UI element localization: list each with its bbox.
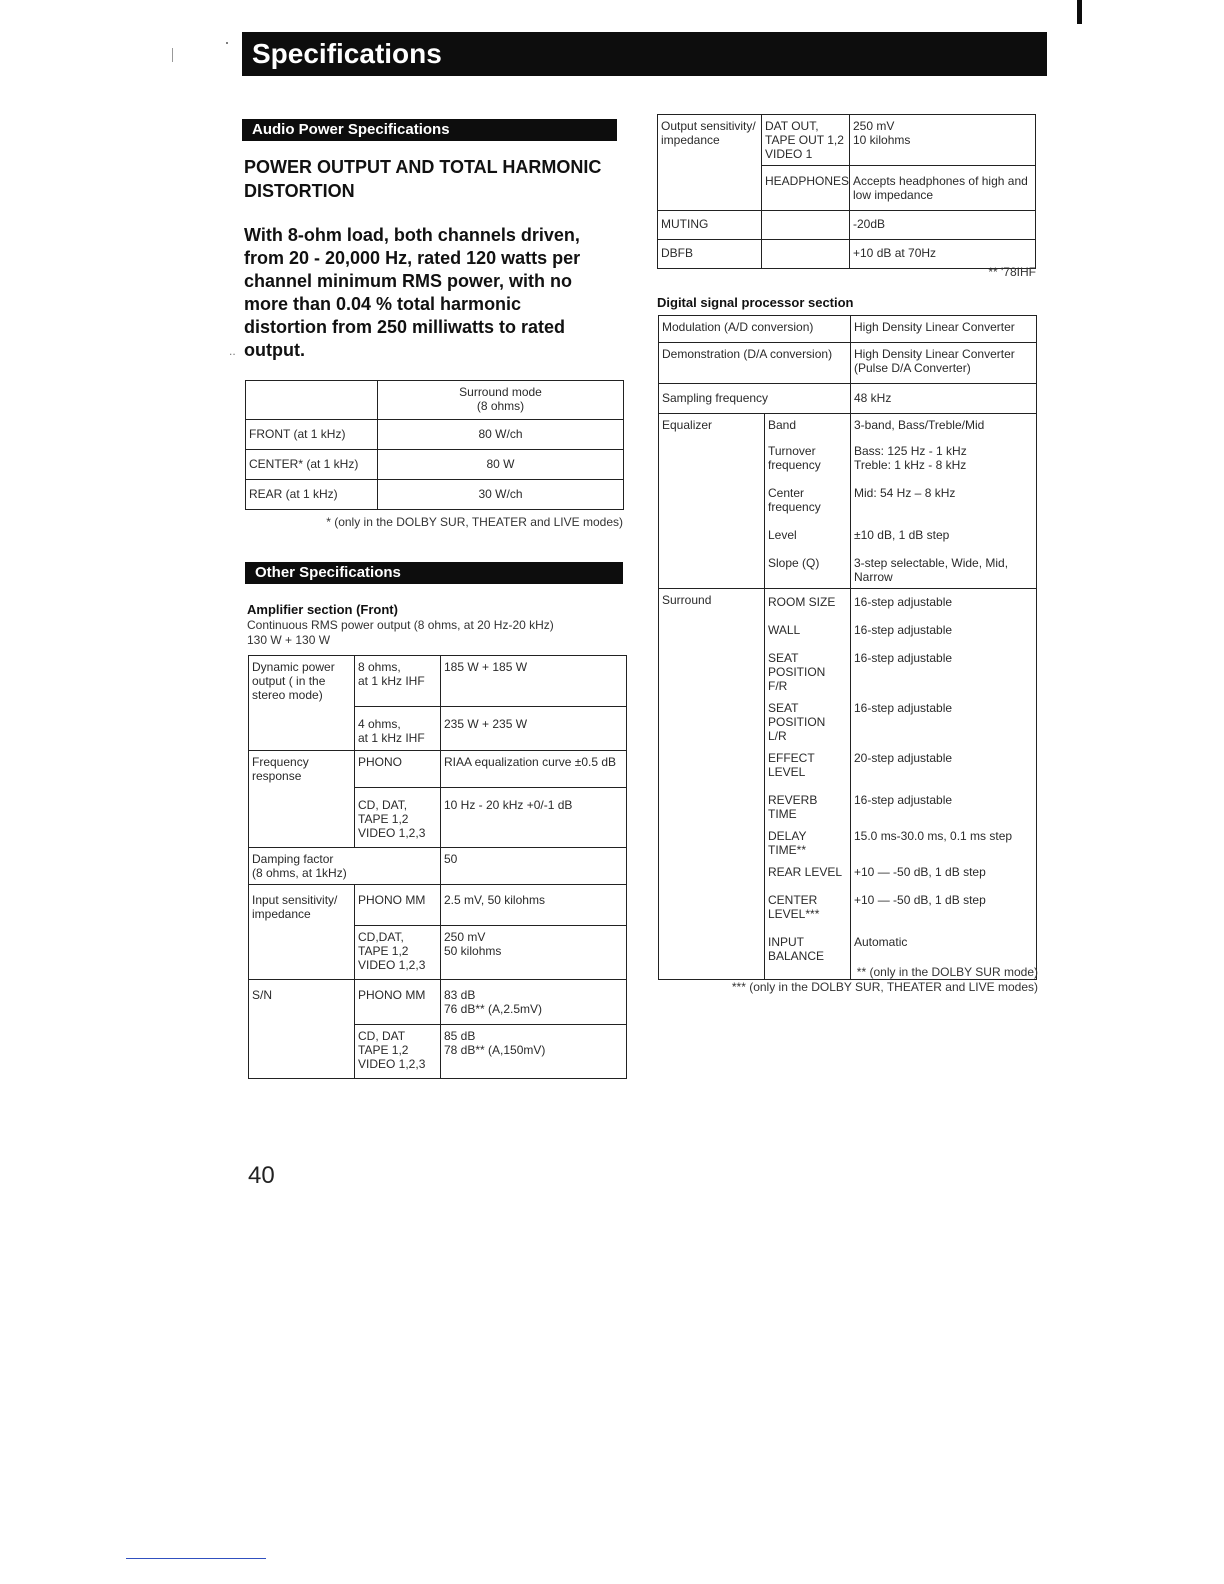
sn-phono-cond: PHONO MM [355,980,441,1025]
surround-value: 16-step adjustable [851,619,1037,647]
amplifier-section-title: Amplifier section (Front) [247,602,398,617]
surround-power-table [245,380,624,510]
dbfb-value: +10 dB at 70Hz [850,239,1036,268]
surround-param: ROOM SIZE [765,589,851,620]
empty-cell [249,787,355,848]
surround-param: SEAT POSITION L/R [765,697,851,747]
surround-param: REVERB TIME [765,789,851,825]
table-row [246,450,624,480]
surround-param: DELAY TIME** [765,825,851,861]
headphones-cond: HEADPHONES [762,166,850,211]
amplifier-table [248,655,627,1079]
frequency-response-label: Frequency response [249,751,355,788]
table-row [249,885,627,926]
demonstration-value: High Density Linear Converter (Pulse D/A Converter) [851,343,1037,384]
output-table [657,114,1036,269]
table-row [246,381,624,420]
table-row [658,210,1036,239]
rear-label: REAR (at 1 kHz) [246,480,378,510]
sn-line-value: 85 dB 78 dB** (A,150mV) [441,1024,627,1079]
freq-line-value: 10 Hz - 20 kHz +0/-1 dB [441,787,627,848]
sn-line-cond: CD, DAT TAPE 1,2 VIDEO 1,2,3 [355,1024,441,1079]
freq-line-cond: CD, DAT, TAPE 1,2 VIDEO 1,2,3 [355,787,441,848]
output-line-value: 250 mV 10 kilohms [850,115,1036,166]
center-label: CENTER* (at 1 kHz) [246,450,378,480]
other-section-bar [245,562,623,584]
table-row [246,480,624,510]
demonstration-label: Demonstration (D/A conversion) [659,343,851,384]
eq-value: 3-band, Bass/Treble/Mid [851,414,1037,441]
table-row [249,1024,627,1079]
table-row [249,787,627,848]
damping-factor-value: 50 [441,848,627,885]
surround-param: SEAT POSITION F/R [765,647,851,697]
eq-value: ±10 dB, 1 dB step [851,524,1037,552]
edge-mark [1077,0,1082,24]
empty-cell [246,381,378,420]
table-row [249,848,627,885]
eq-param: Level [765,524,851,552]
speck [226,42,228,44]
audio-section-bar [242,119,617,141]
empty-cell [249,706,355,751]
surround-value: 16-step adjustable [851,789,1037,825]
empty-cell [249,1024,355,1079]
surround-param: EFFECT LEVEL [765,747,851,789]
ihf-note: ** '78IHF [988,265,1036,279]
damping-factor-label: Damping factor (8 ohms, at 1kHz) [249,848,441,885]
dsp-section-title: Digital signal processor section [657,295,854,310]
headphones-value: Accepts headphones of high and low impedance [850,166,1036,211]
surround-param: CENTER LEVEL*** [765,889,851,931]
dynamic-4ohm-cond: 4 ohms, at 1 kHz IHF [355,706,441,751]
dynamic-power-label: Dynamic power output ( in the stereo mode) [249,656,355,707]
surround-label: Surround [659,589,765,980]
modulation-value: High Density Linear Converter [851,316,1037,343]
audio-section-title: Audio Power Specifications [252,121,450,138]
input-sensitivity-label: Input sensitivity/ impedance [249,885,355,926]
table-row [659,316,1037,343]
surround-param: WALL [765,619,851,647]
table-row [249,980,627,1025]
amplifier-continuous-power: Continuous RMS power output (8 ohms, at 20 Hz-20 kHz) 130 W + 130 W [247,618,554,647]
empty-cell [762,210,850,239]
output-sensitivity-label: Output sensitivity/ impedance [658,115,762,166]
power-rating-statement: With 8-ohm load, both channels driven, from 20 - 20,000 Hz, rated 120 watts per channel minimum RMS power, with no more than 0.04 % total harmonic distortion from 250 milliwatts to rated output. [244,225,581,360]
freq-phono-cond: PHONO [355,751,441,788]
table-row [659,414,1037,441]
surround-param: INPUT BALANCE [765,931,851,980]
table-row [249,656,627,707]
dbfb-label: DBFB [658,239,762,268]
surround-value: 15.0 ms-30.0 ms, 0.1 ms step [851,825,1037,861]
center-value: 80 W [378,450,624,480]
other-section-title: Other Specifications [255,564,401,581]
sampling-value: 48 kHz [851,384,1037,414]
eq-value: 3-step selectable, Wide, Mid, Narrow [851,552,1037,589]
table-row [249,706,627,751]
table-row [249,751,627,788]
dsp-table [658,315,1037,980]
surround-value: Automatic [851,931,1037,980]
front-label: FRONT (at 1 kHz) [246,420,378,450]
bottom-rule [126,1558,266,1559]
page-title: Specifications [252,38,442,69]
empty-cell [249,925,355,980]
dynamic-8ohm-cond: 8 ohms, at 1 kHz IHF [355,656,441,707]
surround-header: Surround mode (8 ohms) [378,381,624,420]
dynamic-4ohm-value: 235 W + 235 W [441,706,627,751]
muting-value: -20dB [850,210,1036,239]
dolby-sur-note: ** (only in the DOLBY SUR mode) [856,965,1038,979]
empty-cell [762,239,850,268]
freq-phono-value: RIAA equalization curve ±0.5 dB [441,751,627,788]
sn-phono-value: 83 dB 76 dB** (A,2.5mV) [441,980,627,1025]
page-title-bar [242,32,1047,76]
input-phono-value: 2.5 mV, 50 kilohms [441,885,627,926]
surround-value: 16-step adjustable [851,589,1037,620]
eq-param: Band [765,414,851,441]
table-row [658,166,1036,211]
surround-value: 20-step adjustable [851,747,1037,789]
table-row [659,384,1037,414]
surround-value: +10 — -50 dB, 1 dB step [851,861,1037,889]
muting-label: MUTING [658,210,762,239]
sampling-label: Sampling frequency [659,384,851,414]
empty-cell [658,166,762,211]
modulation-label: Modulation (A/D conversion) [659,316,851,343]
surround-param: REAR LEVEL [765,861,851,889]
output-line-cond: DAT OUT, TAPE OUT 1,2 VIDEO 1 [762,115,850,166]
table-row [658,239,1036,268]
table-row [659,589,1037,620]
table-row [659,343,1037,384]
eq-param: Turnover frequency [765,440,851,482]
dotted-leader: .. [229,344,236,358]
margin-tick [172,48,173,62]
dolby-modes-note: *** (only in the DOLBY SUR, THEATER and LIVE modes) [731,980,1038,994]
eq-value: Bass: 125 Hz - 1 kHz Treble: 1 kHz - 8 kHz [851,440,1037,482]
input-line-value: 250 mV 50 kilohms [441,925,627,980]
input-phono-cond: PHONO MM [355,885,441,926]
eq-value: Mid: 54 Hz – 8 kHz [851,482,1037,524]
table-row [658,115,1036,166]
power-output-heading: POWER OUTPUT AND TOTAL HARMONIC DISTORTION [244,157,602,201]
surround-footnote: * (only in the DOLBY SUR, THEATER and LIVE modes) [326,515,623,529]
page-number: 40 [248,1162,275,1189]
surround-value: 16-step adjustable [851,647,1037,697]
table-row [249,925,627,980]
table-row [246,420,624,450]
rear-value: 30 W/ch [378,480,624,510]
eq-param: Center frequency [765,482,851,524]
eq-param: Slope (Q) [765,552,851,589]
surround-value: 16-step adjustable [851,697,1037,747]
input-line-cond: CD,DAT, TAPE 1,2 VIDEO 1,2,3 [355,925,441,980]
front-value: 80 W/ch [378,420,624,450]
dynamic-8ohm-value: 185 W + 185 W [441,656,627,707]
sn-label: S/N [249,980,355,1025]
surround-value: +10 — -50 dB, 1 dB step [851,889,1037,931]
equalizer-label: Equalizer [659,414,765,589]
